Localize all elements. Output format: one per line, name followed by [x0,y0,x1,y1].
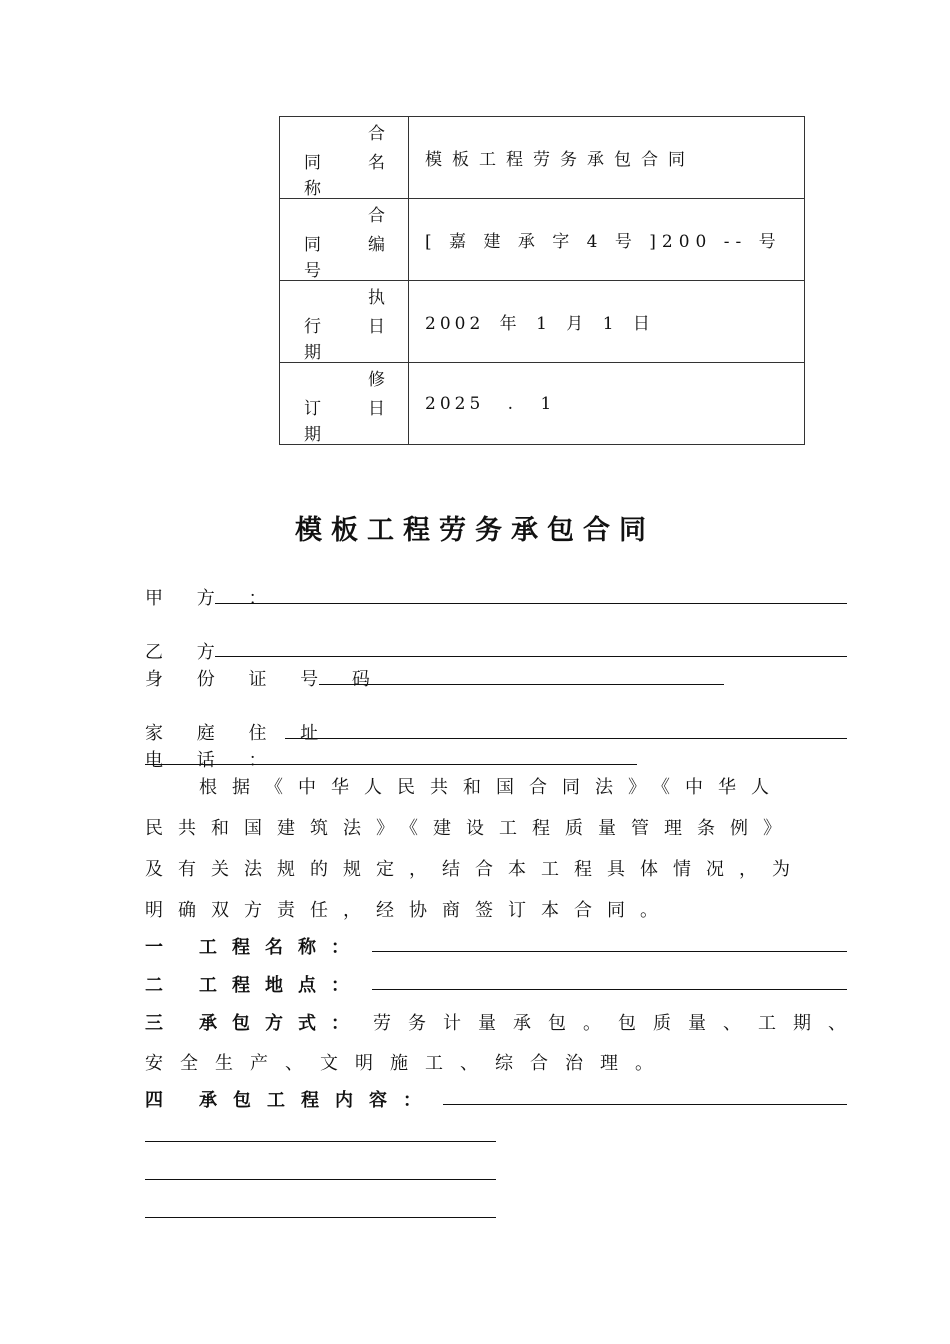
label-char: 期 [304,425,321,445]
id-number-label: 身 份 证 号 码 [145,669,384,690]
table-row [280,117,805,199]
label-char: 编 [368,235,385,255]
phone-field[interactable] [145,764,637,765]
scope-field[interactable] [443,1104,847,1105]
label-char: 名 [368,153,385,173]
party-b-field[interactable] [215,656,847,657]
contract-info-table [279,116,805,445]
project-name-field[interactable] [372,951,847,952]
party-a-label: 甲 方 ： [145,588,281,609]
preamble-line: 明确双方责任，经协商签订本合同。 [145,900,673,921]
revision-date-label [280,363,409,445]
label-char: 日 [368,399,385,419]
party-a-field[interactable] [215,603,847,604]
label-char: 日 [368,317,385,337]
contract-name-label [280,117,409,199]
preamble-line: 民共和国建筑法》《建设工程质量管理条例》 [145,818,796,839]
clause-2-number: 二 [145,975,163,996]
address-field[interactable] [285,738,847,739]
label-char: 行 [304,317,321,337]
clause-1-label: 工程名称： [199,937,364,958]
contract-name-value: 模板工程劳务承包合同 [409,117,805,199]
clause-3-text: 劳务计量承包。包质量、工期、 [373,1013,863,1034]
party-b-label: 乙 方 [145,642,229,663]
label-char: 合 [368,206,385,226]
clause-3-number: 三 [145,1013,163,1034]
label-char: 同 [304,235,321,255]
table-row [280,199,805,281]
address-label: 家 庭 住 址 [145,723,333,744]
table-row [280,363,805,445]
revision-date-value: 2025 . 1 [409,363,805,445]
label-char: 合 [368,124,385,144]
effective-date-label [280,281,409,363]
clause-3-text-continued: 安全生产、文明施工、综合治理。 [145,1053,670,1074]
clause-2-label: 工程地点： [199,975,364,996]
preamble-line: 及有关法规的规定，结合本工程具体情况，为 [145,859,805,880]
scope-field-line[interactable] [145,1179,496,1180]
contract-number-label [280,199,409,281]
label-char: 号 [304,261,321,281]
clause-4-number: 四 [145,1090,163,1111]
label-char: 修 [368,370,385,390]
label-char: 执 [368,288,385,308]
scope-field-line[interactable] [145,1141,496,1142]
project-location-field[interactable] [372,989,847,990]
preamble-line: 根据《中华人民共和国合同法》《中华人 [199,777,784,798]
label-char: 同 [304,153,321,173]
clause-3-label: 承包方式： [199,1013,364,1034]
label-char: 期 [304,343,321,363]
phone-label: 电 话 ： [145,750,281,771]
effective-date-value: 2002 年 1 月 1 日 [409,281,805,363]
table-row [280,281,805,363]
label-char: 称 [304,179,321,199]
scope-field-line[interactable] [145,1217,496,1218]
contract-number-value: [ 嘉 建 承 字 4 号 ]200 -- 号 [409,199,805,281]
document-title: 模板工程劳务承包合同 [295,515,655,546]
label-char: 订 [304,399,321,419]
clause-1-number: 一 [145,937,163,958]
clause-4-label: 承包工程内容： [199,1090,437,1111]
id-number-field[interactable] [319,684,724,685]
